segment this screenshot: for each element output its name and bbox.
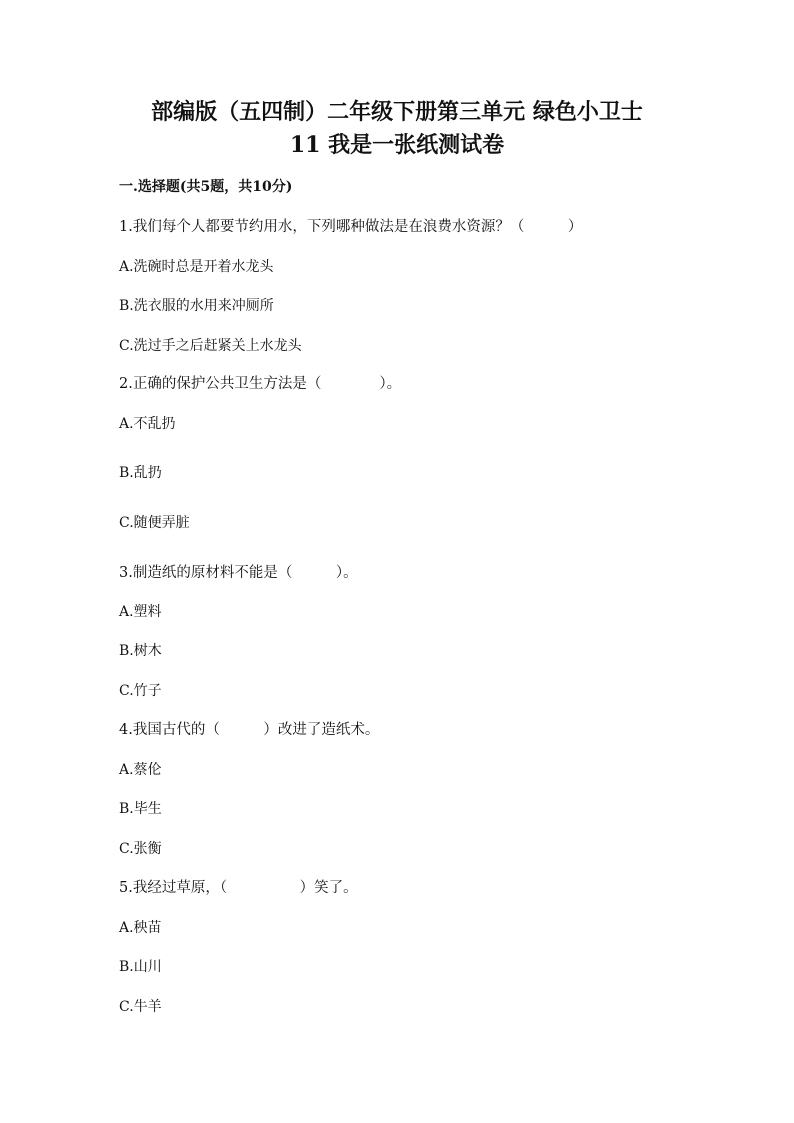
question-3-option-b: B.树木: [119, 643, 162, 659]
question-2-option-c: C.随便弄脏: [119, 515, 190, 531]
question-2-option-a: A.不乱扔: [119, 416, 176, 432]
question-4-option-c: C.张衡: [119, 841, 162, 857]
question-2-stem: 2.正确的保护公共卫生方法是（ ）。: [119, 376, 402, 392]
question-1-option-c: C.洗过手之后赶紧关上水龙头: [119, 338, 302, 354]
question-1-stem: 1.我们每个人都要节约用水，下列哪种做法是在浪费水资源？（ ）: [119, 219, 583, 235]
question-3-option-a: A.塑料: [119, 604, 162, 620]
question-5-option-a: A.秧苗: [119, 920, 162, 936]
question-3-stem: 3.制造纸的原材料不能是（ ）。: [119, 565, 358, 581]
question-3-option-c: C.竹子: [119, 683, 162, 699]
page-subtitle: 11 我是一张纸测试卷: [289, 132, 505, 158]
question-2-option-b: B.乱扔: [119, 465, 162, 481]
question-5-option-b: B.山川: [119, 959, 162, 975]
question-4-option-a: A.蔡伦: [119, 762, 162, 778]
section-heading: 一.选择题(共5题，共10分): [119, 179, 293, 195]
question-5-option-c: C.牛羊: [119, 999, 162, 1015]
question-1-option-a: A.洗碗时总是开着水龙头: [119, 259, 274, 275]
page-title: 部编版（五四制）二年级下册第三单元 绿色小卫士: [151, 99, 643, 125]
question-1-option-b: B.洗衣服的水用来冲厕所: [119, 298, 274, 314]
question-4-stem: 4.我国古代的（ ）改进了造纸术。: [119, 722, 380, 738]
question-5-stem: 5.我经过草原，（ ）笑了。: [119, 880, 358, 896]
question-4-option-b: B.毕生: [119, 801, 162, 817]
